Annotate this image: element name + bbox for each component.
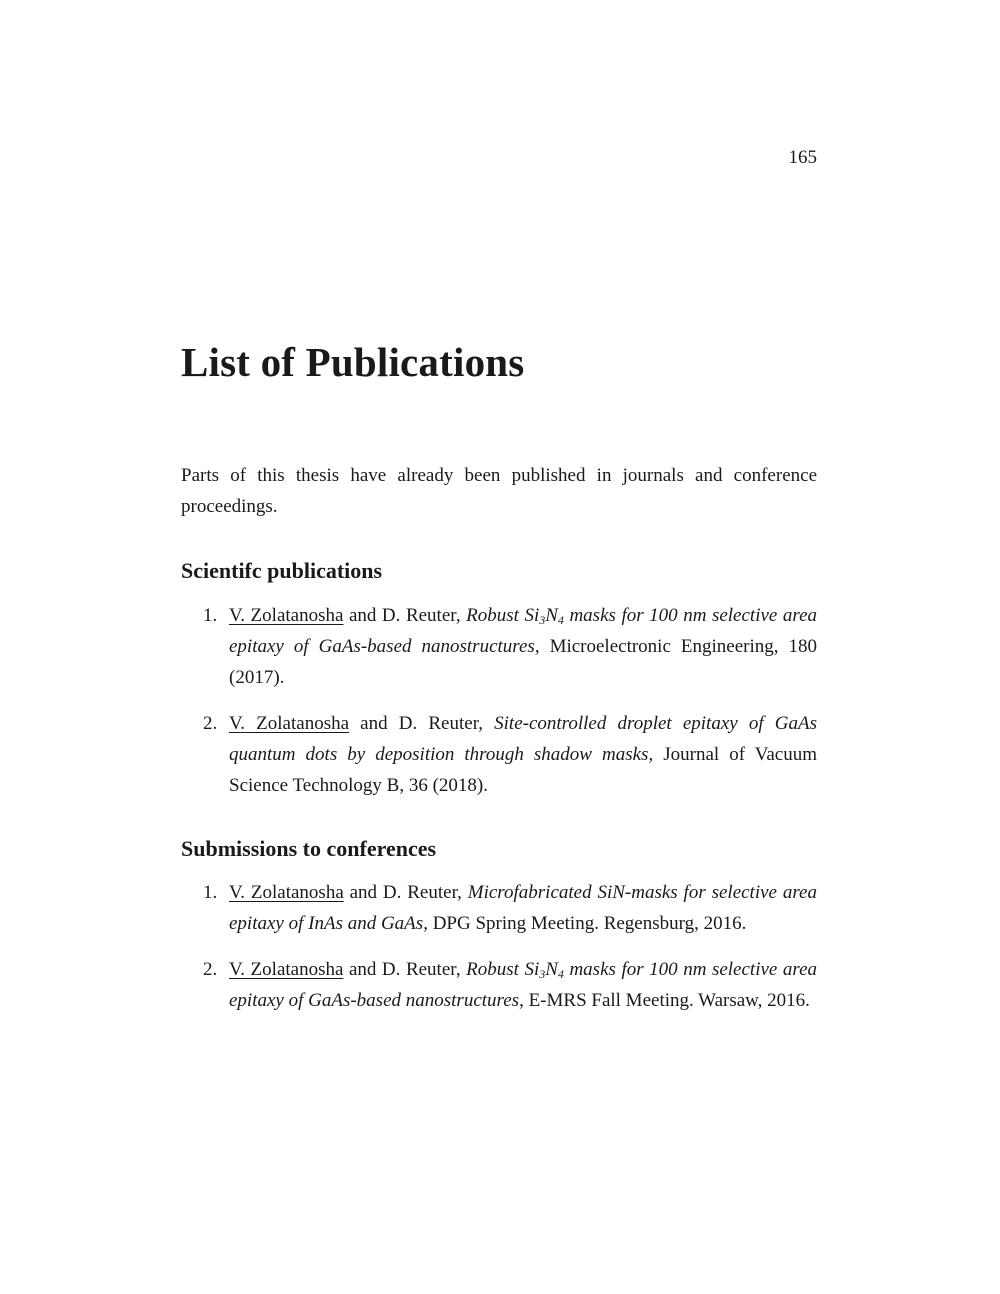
- title-text: masks for 100 nm selective area epitaxy of GaAs-based nanostructures: [229, 959, 818, 1011]
- coauthors: and D. Reuter,: [343, 959, 467, 980]
- venue: , Journal of Vacuum Science Technology B, 36 (2018).: [229, 744, 818, 796]
- venue: , DPG Spring Meeting. Regensburg, 2016.: [423, 913, 747, 934]
- item-number: 1.: [203, 605, 218, 626]
- page-number: 165: [788, 147, 817, 168]
- list-item: [181, 600, 817, 693]
- item-number: 1.: [203, 882, 218, 903]
- coauthors: and D. Reuter,: [343, 605, 467, 626]
- coauthors: and D. Reuter,: [343, 882, 468, 903]
- title-text: Microfabricated SiN-masks for selective area epitaxy of InAs and GaAs: [229, 882, 817, 934]
- conference-list: [181, 877, 817, 1031]
- list-item: [181, 708, 817, 801]
- venue: , Microelectronic Engineering, 180 (2017).: [229, 636, 817, 688]
- list-item: [181, 954, 817, 1016]
- intro-paragraph: Parts of this thesis have already been published in journals and conference proceedings.: [181, 465, 817, 517]
- author-name: V. Zolatanosha: [229, 882, 344, 903]
- author-name: V. Zolatanosha: [229, 605, 344, 626]
- page-title: List of Publications: [181, 339, 525, 385]
- venue: , E-MRS Fall Meeting. Warsaw, 2016.: [519, 990, 810, 1011]
- subscript: 3: [539, 613, 546, 627]
- author-name: V. Zolatanosha: [229, 959, 344, 980]
- subscript: 4: [557, 967, 564, 981]
- title-text: Robust Si: [466, 959, 540, 980]
- item-number: 2.: [203, 713, 218, 734]
- title-text: N: [545, 959, 558, 980]
- list-item: [181, 877, 817, 939]
- section-heading-scientific-publications: Scientifc publications: [181, 558, 383, 583]
- title-text: N: [545, 605, 558, 626]
- coauthors: and D. Reuter,: [349, 713, 495, 734]
- author-name: V. Zolatanosha: [229, 713, 350, 734]
- subscript: 3: [539, 967, 546, 981]
- subscript: 4: [557, 613, 564, 627]
- title-text: Robust Si: [466, 605, 540, 626]
- publication-list: [181, 600, 817, 816]
- item-number: 2.: [203, 959, 218, 980]
- section-heading-conference-submissions: Submissions to conferences: [181, 836, 437, 861]
- title-text: Site-controlled droplet epitaxy of GaAs quantum dots by deposition through shadow masks: [229, 713, 817, 765]
- title-text: masks for 100 nm selective area epitaxy of GaAs-based nanostructures: [229, 605, 818, 657]
